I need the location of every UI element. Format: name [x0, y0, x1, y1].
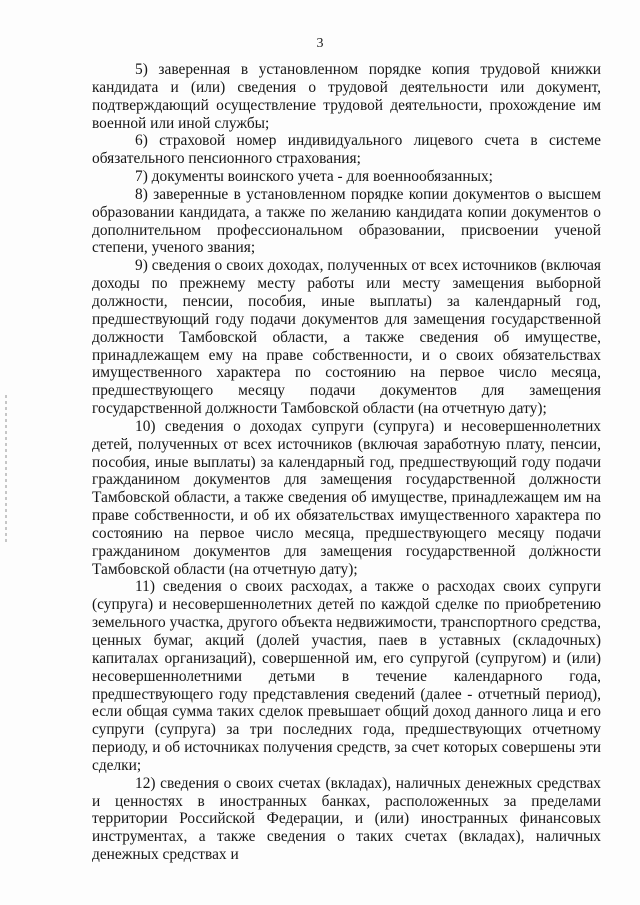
paragraph-item-12: 12) сведения о своих счетах (вкладах), наличных денежных средствах и ценностях в иностранных банках, расположенных за пределами территории Российской Федерации, и (или) иностранных финансовых инструментах, а также сведения о таких счетах (вкладах), наличных денежных средствах и	[92, 774, 601, 864]
paragraph-item-8: 8) заверенные в установленном порядке копии документов о высшем образовании кандидата, а также по желанию кандидата копии документов о дополнительном профессиональном образовании, присвоении ученой степени, ученого звания;	[92, 185, 601, 257]
page-number: 3	[316, 36, 324, 51]
paragraph-item-6: 6) страховой номер индивидуального лицевого счета в системе обязательного пенсионного страхования;	[92, 132, 601, 168]
scan-margin-mark	[5, 395, 7, 545]
paragraph-item-9: 9) сведения о своих доходах, полученных от всех источников (включая доходы по прежнему месту работы или месту замещения выборной должности, пенсии, пособия, иные выплаты) за календарный год, предшествующий году подачи документов для замещения государственной должности Тамбовской области, а также сведения об имуществе, принадлежащем ему на праве собственности, и о своих обязательствах имущественного характера по состоянию на первое число месяца, предшествующего месяцу подачи документов для замещения государственной должности Тамбовской области (на отчетную дату);	[92, 257, 601, 418]
paragraph-item-7: 7) документы воинского учета - для военнообязанных;	[135, 168, 493, 186]
paragraph-item-11: 11) сведения о своих расходах, а также о расходах своих супруги (супруга) и несовершеннолетних детей по каждой сделке по приобретению земельного участка, другого объекта недвижимости, транспортного средства, ценных бумаг, акций (долей участия, паев в уставных (складочных) капиталах организаций), совершенной им, его супругой (супругом) и (или) несовершеннолетними детьми в течение календарного года, предшествующего году представления сведений (далее - отчетный период), если общая сумма таких сделок превышает общий доход данного лица и его супруги (супруга) за три последних года, предшествующих отчетному периоду, и об источниках получения средств, за счет которых совершены эти сделки;	[92, 578, 601, 774]
paragraph-item-10: 10) сведения о доходах супруги (супруга) и несовершеннолетних детей, полученных от всех источников (включая заработную плату, пенсии, пособия, иные выплаты) за календарный год, предшествующий году подачи гражданином документов для замещения государственной должности Тамбовской области, а также сведения об имуществе, принадлежащем им на праве собственности, и об их обязательствах имущественного характера по состоянию на первое число месяца, предшествующего месяцу подачи гражданином документов для замещения государственной должности Тамбовской области (на отчетную дату);	[92, 417, 601, 578]
paragraph-item-5: 5) заверенная в установленном порядке копия трудовой книжки кандидата и (или) сведения о трудовой деятельности или документ, подтверждающий осуществление трудовой деятельности, прохождение им военной или иной службы;	[92, 61, 601, 132]
document-body	[92, 61, 601, 864]
